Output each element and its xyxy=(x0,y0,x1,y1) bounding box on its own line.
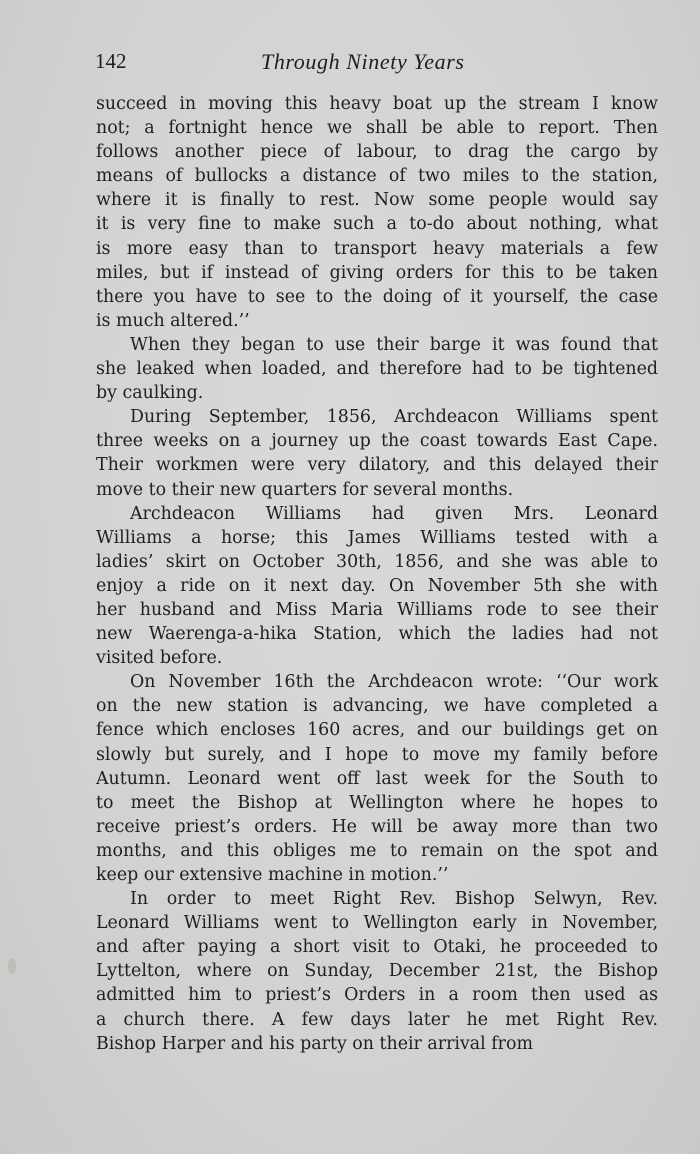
text-line: means of bullocks a distance of two miles to the station, xyxy=(96,166,658,187)
text-line: and after paying a short visit to Otaki, he proceeded to xyxy=(96,937,658,958)
text-line: enjoy a ride on it next day. On November 5th she with xyxy=(96,575,658,596)
text-line: is more easy than to transport heavy materials a few xyxy=(96,238,658,259)
text-line: is much altered.’’ xyxy=(96,310,250,331)
text-line: she leaked when loaded, and therefore had to be tightened xyxy=(96,359,658,380)
text-line: to meet the Bishop at Wellington where he hopes to xyxy=(96,792,658,813)
text-line: Leonard Williams went to Wellington early in November, xyxy=(96,913,658,934)
running-title: Through Ninety Years xyxy=(261,49,465,74)
text-line: a church there. A few days later he met Right Rev. xyxy=(96,1009,658,1030)
text-line: When they began to use their barge it was found that xyxy=(130,334,658,355)
text-line: Archdeacon Williams had given Mrs. Leonard xyxy=(130,503,658,524)
text-line: on the new station is advancing, we have completed a xyxy=(96,696,658,717)
text-line: new Waerenga-a-hika Station, which the ladies had not xyxy=(96,624,658,645)
paragraph xyxy=(96,92,658,333)
text-line: months, and this obliges me to remain on the spot and xyxy=(96,840,658,861)
text-line: keep our extensive machine in motion.’’ xyxy=(96,865,449,885)
paper-stain xyxy=(8,958,16,974)
text-line: visited before. xyxy=(96,648,223,669)
text-line: there you have to see to the doing of it yourself, the case xyxy=(96,286,658,307)
text-line: by caulking. xyxy=(96,383,204,404)
text-line: In order to meet Right Rev. Bishop Selwyn, Rev. xyxy=(130,889,658,910)
text-line: During September, 1856, Archdeacon Williams spent xyxy=(130,407,658,428)
page-header xyxy=(95,49,658,81)
text-line: On November 16th the Archdeacon wrote: ‘‘Our work xyxy=(130,672,658,693)
text-line: ladies’ skirt on October 30th, 1856, and she was able to xyxy=(96,551,658,572)
text-line: succeed in moving this heavy boat up the stream I know xyxy=(96,94,658,114)
text-line: where it is finally to rest. Now some people would say xyxy=(96,190,658,211)
text-line: slowly but surely, and I hope to move my family before xyxy=(96,744,658,765)
text-line: admitted him to priest’s Orders in a room then used as xyxy=(96,985,658,1006)
text-line: Their workmen were very dilatory, and this delayed their xyxy=(96,455,658,476)
page-number: 142 xyxy=(95,49,127,73)
text-line: it is very fine to make such a to-do about nothing, what xyxy=(96,214,658,235)
paragraph xyxy=(96,333,658,405)
paragraph xyxy=(96,887,658,1056)
text-line: Autumn. Leonard went off last week for the South to xyxy=(96,768,658,789)
text-line: Lyttelton, where on Sunday, December 21st, the Bishop xyxy=(96,961,658,982)
text-line: miles, but if instead of giving orders for this to be taken xyxy=(96,262,658,283)
text-line: Williams a horse; this James Williams tested with a xyxy=(96,527,658,548)
text-line: fence which encloses 160 acres, and our buildings get on xyxy=(96,720,658,741)
text-line: receive priest’s orders. He will be away more than two xyxy=(96,816,658,837)
paragraph xyxy=(96,502,658,671)
text-line: not; a fortnight hence we shall be able to report. Then xyxy=(96,118,658,139)
paragraph xyxy=(96,670,658,887)
paragraph xyxy=(96,405,658,501)
text-line: move to their new quarters for several months. xyxy=(96,479,514,500)
text-line: Bishop Harper and his party on their arrival from xyxy=(96,1033,533,1054)
body-text xyxy=(96,92,658,1056)
text-line: follows another piece of labour, to drag the cargo by xyxy=(96,142,658,163)
text-line: three weeks on a journey up the coast towards East Cape. xyxy=(96,431,658,452)
text-line: her husband and Miss Maria Williams rode to see their xyxy=(96,599,658,620)
